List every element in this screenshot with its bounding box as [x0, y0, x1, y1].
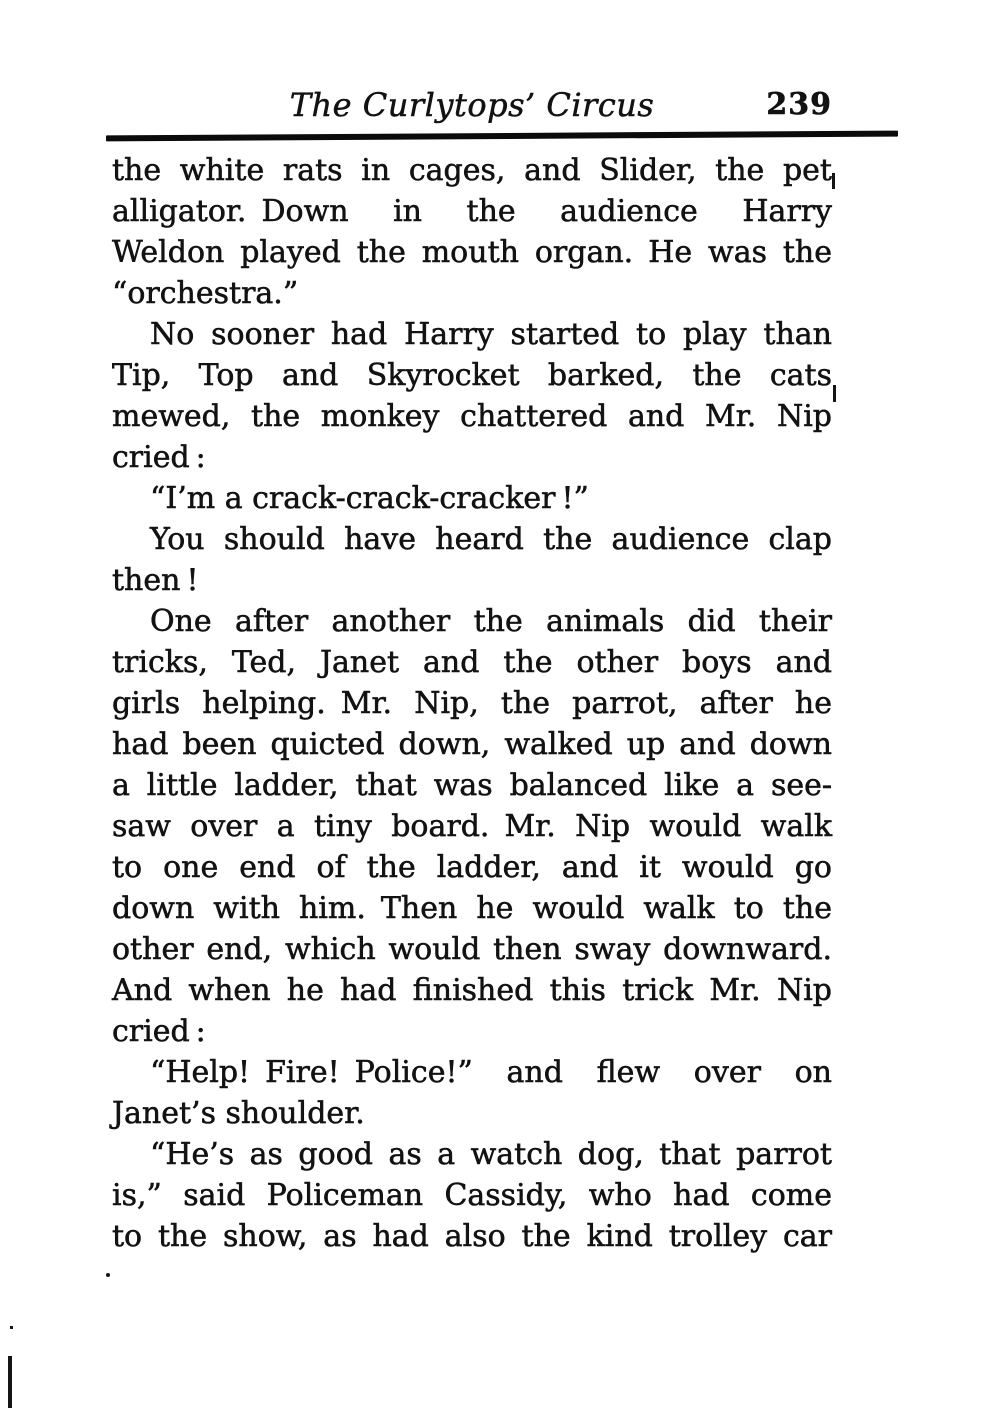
text-line: You should have heard the audience clap	[150, 522, 832, 557]
text-line: Janet’s shoulder.	[112, 1096, 365, 1131]
text-line: Tip, Top and Skyrocket barked, the cats	[112, 358, 832, 393]
scan-artifact-right-margin-1	[832, 173, 835, 189]
text-line: to the show, as had also the kind trolley car	[112, 1219, 832, 1254]
running-title: The Curlytops’ Circus	[289, 86, 655, 124]
text-line: is,” said Policeman Cassidy, who had come	[112, 1178, 832, 1213]
text-line: had been quicted down, walked up and down	[112, 727, 832, 762]
text-line: And when he had finished this trick Mr. Nip	[112, 973, 832, 1008]
text-line: to one end of the ladder, and it would go	[112, 850, 832, 885]
text-line: saw over a tiny board. Mr. Nip would walk	[112, 809, 832, 844]
text-line: “orchestra.”	[112, 276, 299, 311]
text-line: then !	[112, 563, 199, 598]
text-line: a little ladder, that was balanced like a see-	[112, 768, 832, 803]
text-line: No sooner had Harry started to play than	[150, 317, 832, 352]
text-line: other end, which would then sway downward.	[112, 932, 832, 967]
scan-artifact-dot	[106, 1273, 110, 1277]
text-line: girls helping. Mr. Nip, the parrot, after he	[112, 686, 832, 721]
header-rule	[106, 131, 898, 142]
scan-artifact-right-margin-2	[833, 385, 836, 402]
text-line: cried :	[112, 1014, 206, 1049]
text-line: Weldon played the mouth organ. He was the	[112, 235, 832, 270]
text-line: down with him. Then he would walk to the	[112, 891, 832, 926]
scan-artifact-left-line	[8, 1356, 12, 1408]
text-line: cried :	[112, 440, 206, 475]
text-line: mewed, the monkey chattered and Mr. Nip	[112, 399, 832, 434]
text-line: alligator. Down in the audience Harry	[112, 194, 832, 229]
page-header	[112, 84, 832, 126]
text-line: “I’m a crack-crack-cracker !”	[150, 481, 589, 516]
text-line: the white rats in cages, and Slider, the pet	[112, 153, 832, 188]
page-number: 239	[766, 87, 832, 122]
text-line: tricks, Ted, Janet and the other boys and	[112, 645, 832, 680]
body-text	[112, 150, 832, 1257]
text-line: “He’s as good as a watch dog, that parrot	[150, 1137, 832, 1172]
scan-artifact-left-dot	[10, 1326, 13, 1329]
text-line: “Help! Fire! Police!” and flew over on	[150, 1055, 832, 1090]
text-line: One after another the animals did their	[150, 604, 832, 639]
